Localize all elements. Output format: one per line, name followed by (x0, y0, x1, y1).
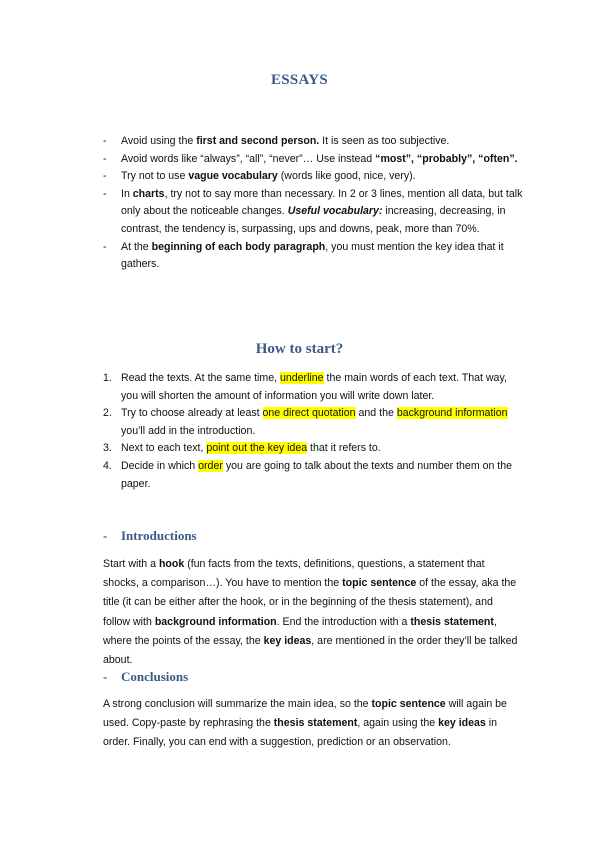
text-run: Avoid using the (121, 135, 197, 147)
bold-text: vague vocabulary (188, 170, 278, 183)
text-run: , again using the (357, 717, 439, 730)
highlighted-text: one direct quotation (262, 407, 356, 420)
text-run: It is seen as too subjective. (319, 135, 450, 147)
text-run: At the (121, 240, 152, 253)
highlighted-text: order (198, 459, 223, 472)
bold-text: key ideas (263, 634, 312, 647)
list-item (103, 151, 523, 169)
text-run: Decide in which (121, 459, 199, 472)
list-item (103, 168, 523, 186)
list-marker: - (103, 152, 107, 165)
text-run: . End the introduction with a (276, 615, 411, 628)
list-item-text (121, 407, 508, 437)
bold-text: Useful vocabulary: (287, 205, 383, 218)
text-run: , where the points of the essay, the (103, 615, 497, 647)
list-item-text (121, 241, 504, 271)
list-marker: 4. (103, 459, 112, 472)
conclusions-paragraph (103, 695, 518, 753)
list-marker: - (103, 170, 107, 183)
text-run: , try not to say more than necessary. In 2 or 3 lines, mention all data, but talk only about the noticeable changes. (121, 187, 523, 218)
bold-text: topic sentence (342, 577, 417, 590)
list-item-text (121, 372, 507, 402)
text-run: Read the texts. At the same time, (121, 372, 280, 384)
bold-text: first and second person. (196, 135, 320, 147)
bold-text: “most”, “probably”, “often”. (375, 152, 518, 165)
essay-rules-list (103, 133, 523, 274)
bold-text: topic sentence (371, 698, 446, 710)
bold-text: key ideas (438, 717, 486, 730)
bold-text: hook (158, 558, 185, 570)
section-title: Introductions (121, 528, 197, 543)
list-item-text (121, 442, 381, 454)
text-run: , you must mention the key idea that it gathers. (121, 240, 504, 271)
list-marker: 2. (103, 407, 112, 420)
bold-text: beginning of each body paragraph (151, 240, 326, 253)
text-run: (fun facts from the texts, definitions, questions, a statement that shocks, a comparison…). You have to mention the (103, 558, 485, 590)
bold-text: background information (154, 615, 277, 628)
bold-text: charts (132, 187, 165, 200)
list-marker: - (103, 135, 107, 147)
bold-text: thesis statement (410, 615, 494, 628)
introductions-heading (103, 528, 197, 544)
list-item (103, 239, 523, 274)
section-title: Conclusions (121, 669, 189, 684)
list-item (103, 186, 523, 239)
highlighted-text: point out the key idea (206, 442, 308, 455)
text-run: in order. Finally, you can end with a suggestion, prediction or an observation. (103, 717, 498, 749)
list-item-text (121, 460, 512, 490)
text-run: (words like good, nice, very). (277, 170, 416, 183)
text-run: Avoid words like “always”, “all”, “never”… Use instead (121, 152, 376, 165)
text-run: Try to choose already at least (121, 407, 263, 420)
text-run: you’ll add in the introduction. (121, 424, 256, 437)
highlighted-text: background information (396, 407, 508, 420)
list-marker: - (103, 187, 107, 200)
text-run: and the (355, 407, 397, 420)
bold-text: thesis statement (273, 717, 358, 730)
list-item (103, 458, 523, 493)
text-run: Try not to use (121, 170, 189, 183)
conclusions-heading (103, 669, 188, 685)
text-run: A strong conclusion will summarize the main idea, so the (103, 698, 372, 710)
text-run: you are going to talk about the texts and number them on the paper. (121, 459, 513, 490)
list-item-text (121, 170, 416, 182)
text-run: increasing, decreasing, in contrast, the tendency is, surpassing, ups and downs, peak, more than 70%. (121, 205, 506, 235)
text-run: In (121, 187, 133, 200)
document-title: ESSAYS (270, 72, 329, 88)
how-to-start-heading: How to start? (255, 341, 344, 357)
text-run: Next to each text, (121, 442, 207, 455)
list-item-text (121, 153, 518, 165)
text-run: will again be used. Copy-paste by rephrasing the (103, 698, 507, 730)
list-item-text (121, 135, 449, 147)
list-item-text (121, 188, 522, 235)
text-run: , are mentioned in the order they’ll be talked about. (103, 634, 518, 667)
list-item (103, 133, 523, 151)
list-marker: 1. (103, 372, 112, 384)
list-marker: 3. (103, 442, 112, 455)
text-run: that it refers to. (307, 442, 381, 455)
list-item (103, 370, 523, 405)
how-to-start-steps (103, 370, 523, 493)
highlighted-text: underline (279, 372, 324, 384)
introductions-paragraph (103, 555, 518, 670)
list-marker: - (103, 240, 107, 253)
text-run: the main words of each text. That way, you will shorten the amount of information you will write down later. (121, 372, 507, 402)
list-item (103, 440, 523, 458)
text-run: Start with a (103, 558, 159, 570)
text-run: of the essay, aka the title (it can be either after the hook, or in the beginning of the thesis statement), and follow with (103, 577, 517, 628)
section-marker: - (103, 528, 108, 543)
list-item (103, 405, 523, 440)
section-marker: - (103, 669, 108, 684)
